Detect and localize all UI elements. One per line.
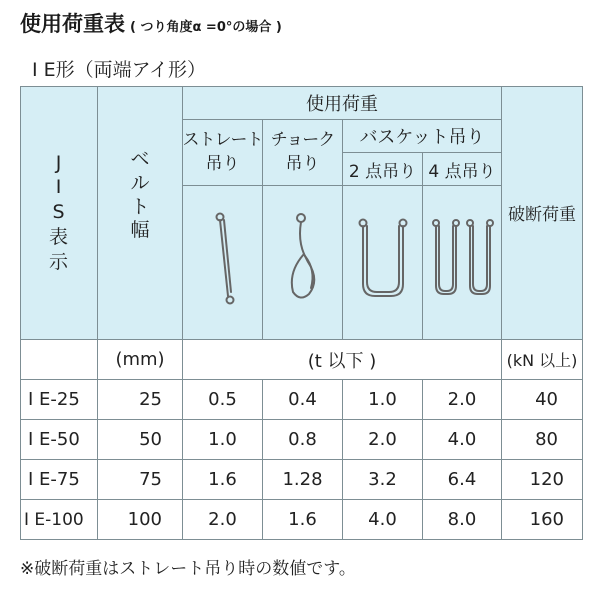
header-basket: [343, 120, 502, 153]
table-subtitle: I E形（両端アイ形）: [32, 59, 206, 81]
header-basket-label: バスケット吊り: [359, 127, 485, 148]
row-straight: 1.6: [183, 460, 263, 500]
title-note: ( つり角度α =0°の場合 ): [130, 20, 282, 35]
row-two-point: 1.0: [343, 380, 423, 420]
header-belt-width-char: ル: [130, 171, 150, 194]
unit-jis: [20, 340, 98, 380]
header-belt-width-char: 幅: [130, 219, 150, 242]
straight-sling-icon: [203, 210, 243, 310]
unit-belt-width-label: (mm): [115, 349, 165, 370]
header-choke-line: チョーク: [270, 129, 335, 150]
header-choke: [263, 120, 343, 186]
header-jis: [20, 86, 98, 340]
unit-breaking-load-label: (kN 以上): [506, 351, 578, 370]
header-two-point-label: 2 点吊り: [348, 161, 417, 182]
row-jis: I E-75: [20, 460, 98, 500]
row-width: 100: [98, 500, 183, 540]
row-straight: 2.0: [183, 500, 263, 540]
header-working-load: [183, 86, 502, 120]
header-straight-line: ストレート: [183, 129, 263, 150]
row-width: 75: [98, 460, 183, 500]
header-straight: [183, 120, 263, 186]
row-two-point: 4.0: [343, 500, 423, 540]
header-belt-width: [98, 86, 183, 340]
header-breaking-load: [502, 86, 583, 340]
header-jis-char: I: [55, 176, 62, 199]
icon-cell-choke: [263, 186, 343, 340]
unit-belt-width: [98, 340, 183, 380]
row-breaking: 120: [502, 460, 583, 500]
page-title: [20, 8, 282, 38]
header-straight-line: 吊り: [205, 153, 240, 174]
header-belt-width-char: ト: [130, 195, 150, 218]
row-width: 25: [98, 380, 183, 420]
header-jis-char: S: [52, 201, 65, 224]
header-jis-char: J: [55, 151, 62, 174]
row-jis: I E-25: [20, 380, 98, 420]
unit-working-load-label: (t 以下 ): [307, 350, 377, 372]
footnote: ※破断荷重はストレート吊り時の数値です。: [20, 559, 356, 579]
row-four-point: 4.0: [423, 420, 502, 460]
basket-four-point-icon: [428, 216, 498, 306]
row-jis: I E-100: [20, 500, 98, 540]
row-breaking: 160: [502, 500, 583, 540]
header-four-point-label: 4 点吊り: [428, 161, 496, 182]
header-belt-width-char: ベ: [130, 148, 150, 170]
title-main: 使用荷重表: [20, 12, 125, 36]
row-four-point: 8.0: [423, 500, 502, 540]
row-two-point: 2.0: [343, 420, 423, 460]
header-jis-char: 示: [48, 250, 68, 273]
row-four-point: 2.0: [423, 380, 502, 420]
row-breaking: 40: [502, 380, 583, 420]
row-four-point: 6.4: [423, 460, 502, 500]
row-straight: 1.0: [183, 420, 263, 460]
basket-two-point-icon: [353, 216, 413, 306]
icon-cell-straight: [183, 186, 263, 340]
row-two-point: 3.2: [343, 460, 423, 500]
row-width: 50: [98, 420, 183, 460]
header-jis-char: 表: [48, 225, 68, 248]
unit-working-load: [183, 340, 502, 380]
unit-breaking-load: [502, 340, 583, 380]
row-breaking: 80: [502, 420, 583, 460]
header-working-load-label: 使用荷重: [306, 93, 378, 115]
row-choke: 0.8: [263, 420, 343, 460]
row-choke: 0.4: [263, 380, 343, 420]
icon-cell-two-point: [343, 186, 423, 340]
header-breaking-load-label: 破断荷重: [508, 205, 576, 225]
row-choke: 1.28: [263, 460, 343, 500]
row-choke: 1.6: [263, 500, 343, 540]
header-choke-line: 吊り: [285, 153, 320, 174]
icon-cell-four-point: [423, 186, 502, 340]
header-two-point: [343, 153, 423, 186]
header-four-point: [423, 153, 502, 186]
row-jis: I E-50: [20, 420, 98, 460]
row-straight: 0.5: [183, 380, 263, 420]
choke-sling-icon: [278, 210, 328, 310]
